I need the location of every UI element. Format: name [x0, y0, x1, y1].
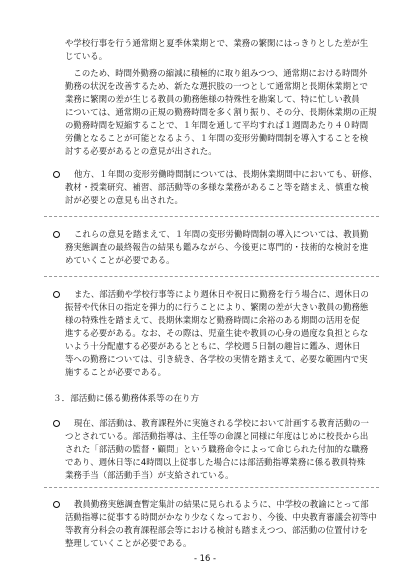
text-line: された「部活動の監督・顧問」という職務命令によって命じられた付加的な職務: [65, 444, 369, 454]
text-line: 施することが必要である。: [65, 367, 167, 377]
text-line: であり、週休日等に4時間以上従事した場合には部活動指導業務に係る教員特殊: [65, 457, 366, 467]
text-line: 討が必要との意見も出された。: [65, 195, 183, 205]
text-line: また、部活動や学校行事等により週休日や祝日に勤務を行う場合に、週休日の: [74, 289, 369, 299]
text-line: 業務に繁閑の差が生じる教員の勤務態様の特殊性を勘案して、特に忙しい教員: [65, 94, 360, 104]
text-line: 務実態調査の最終報告の結果も鑑みながら、今後更に専門的・技術的な検討を進: [65, 242, 369, 252]
text-line: 他方、１年間の変形労働時間制については、長期休業期間中においても、研修、: [74, 169, 378, 179]
circle-bullet-icon: [53, 231, 60, 238]
text-line: 様の特殊性を踏まえて、長期休業期など勤務時間に余裕のある期間の活用を促: [65, 315, 360, 325]
text-line: 討する必要があるとの意見が出された。: [65, 146, 217, 156]
text-line: このため、時間外勤務の縮減に積極的に取り組みつつ、通常期における時間外: [65, 68, 368, 78]
circle-bullet-icon: [53, 420, 60, 427]
text-line: めていくことが必要である。: [65, 255, 175, 265]
text-line: 活動指導に従事する時間がかなり少なくなっており、今後、中央教育審議会初等中: [65, 512, 377, 522]
circle-bullet-icon: [53, 171, 60, 178]
text-line: については、通常期の正規の勤務時間を多く割り振り、その分、長期休業期の正規: [65, 107, 377, 117]
text-line: の勤務時間を短縮することで、１年間を通して平均すれば１週間あたり４０時間: [65, 120, 369, 130]
text-line: 整理していくことが必要である。: [65, 538, 192, 548]
text-line: これらの意見を踏まえて、１年間の変形労働時間制の導入については、教員勤: [74, 229, 369, 239]
text-line: や学校行事を行う通常期と夏季休業期とで、業務の繁閑にはっきりとした差が生: [65, 38, 369, 48]
dashed-divider: [44, 276, 379, 277]
dashed-divider: [44, 216, 379, 217]
section-heading: ３．部活動に係る勤務体系等の在り方: [53, 394, 200, 404]
text-line: 勤務の状況を改善するため、新たな選択肢の一つとして通常期と長期休業期とで: [65, 81, 368, 91]
circle-bullet-icon: [53, 291, 60, 298]
circle-bullet-icon: [53, 501, 60, 508]
dashed-divider: [44, 487, 379, 488]
text-line: 等への勤務については、引き続き、各学校の実情を踏まえて、必要な範囲内で実: [65, 354, 368, 364]
text-line: 等教育分科会の教育課程部会等における検討も踏まえつつ、部活動の位置付けを: [65, 525, 368, 535]
text-line: つとされている。部活動指導は、主任等の命課と同様に年度はじめに校長から出: [65, 431, 369, 441]
text-line: 振替や代休日の指定を弾力的に行うことにより、繁閑の差が大きい教員の勤務態: [65, 302, 369, 312]
page-number: - 16 -: [193, 553, 217, 563]
text-line: 教員勤務実態調査暫定集計の結果に見られるように、中学校の教諭にとって部: [74, 499, 369, 509]
text-line: 業務手当（部活動手当）が支給されている。: [65, 470, 234, 480]
text-line: いよう十分配慮する必要があるとともに、学校週５日制の趣旨に鑑み、週休日: [65, 341, 361, 351]
text-line: 進する必要がある。なお、その際は、児童生徒や教員の心身の過度な負担とらな: [65, 328, 369, 338]
text-line: 現在、部活動は、教育課程外に実施される学校において計画する教育活動の一: [74, 418, 369, 428]
text-line: 教材・授業研究、補習、部活動等の多様な業務があること等を踏まえ、慎重な検: [65, 182, 369, 192]
text-line: じている。: [65, 51, 108, 61]
text-line: 労働となることが可能となるよう、１年間の変形労働時間制を導入することを検: [65, 133, 369, 143]
